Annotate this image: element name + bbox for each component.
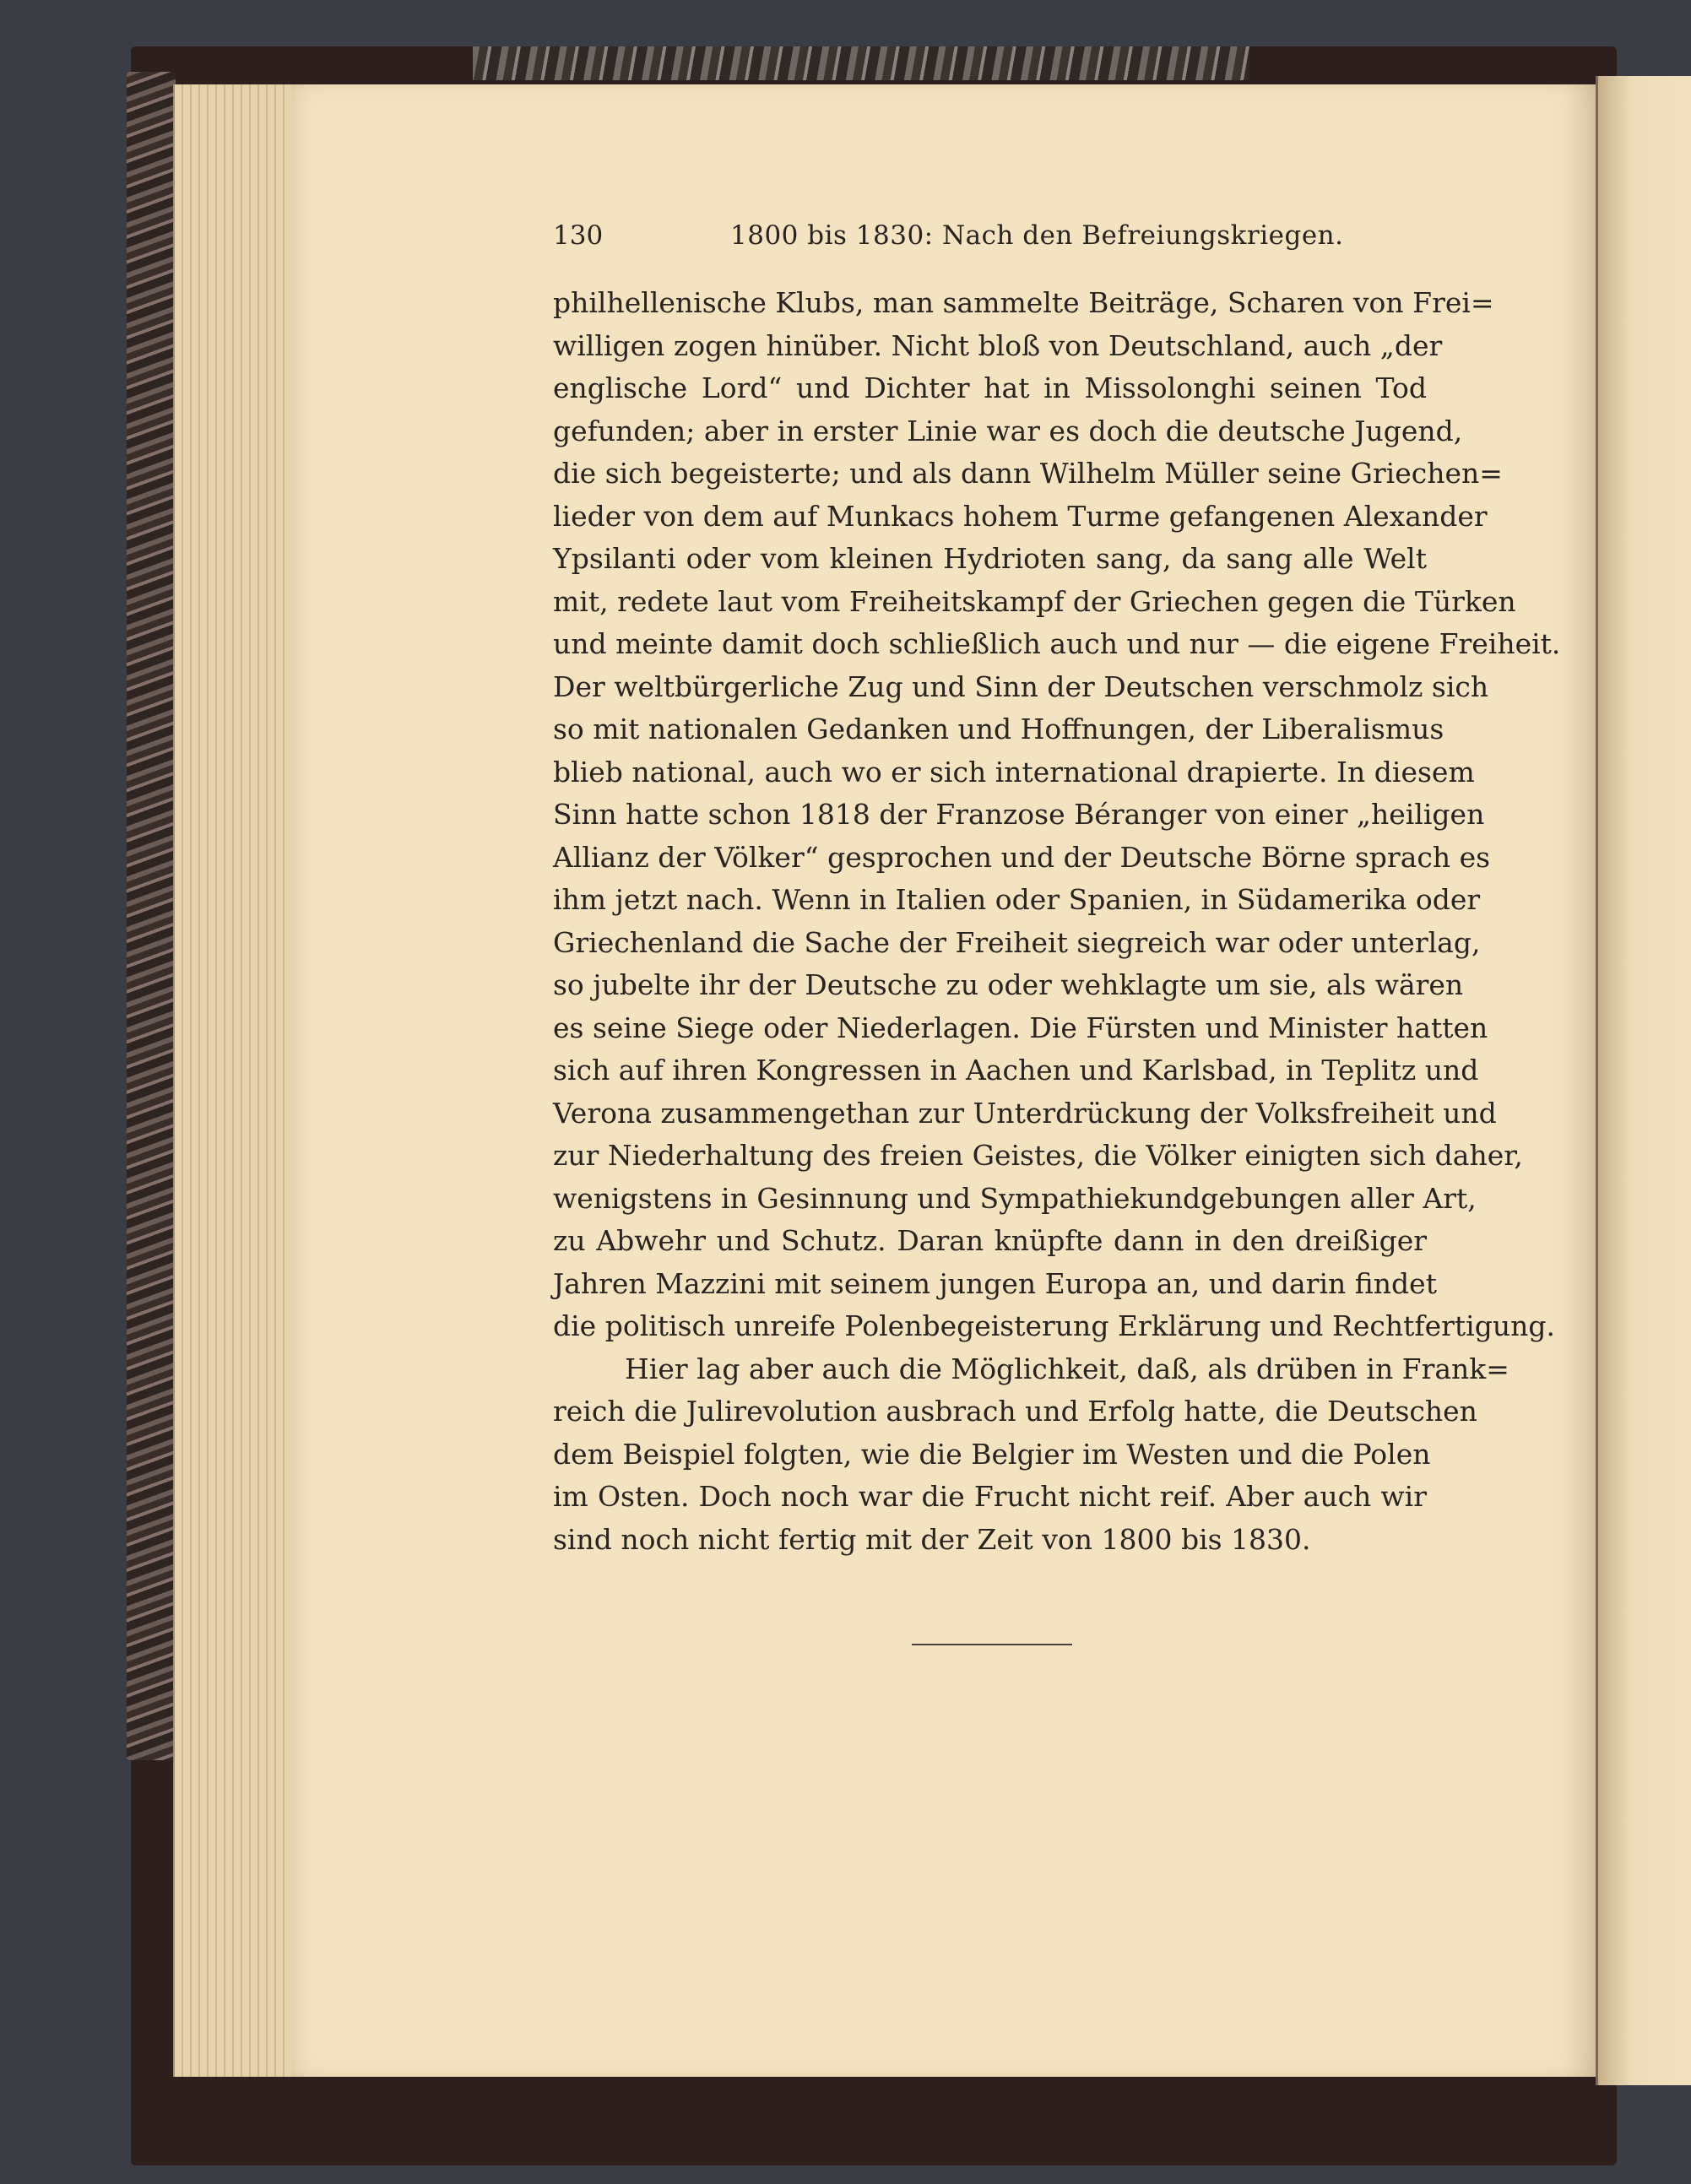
text-line: zu Abwehr und Schutz. Daran knüpfte dann in den dreißiger [553, 1224, 1427, 1257]
text-line: die sich begeisterte; und als dann Wilhelm Müller seine Griechen= [553, 457, 1503, 490]
text-line: Der weltbürgerliche Zug und Sinn der Deutschen verschmolz sich [553, 669, 1489, 703]
text-line: und meinte damit doch schließlich auch und nur — die eigene Freiheit. [553, 627, 1561, 660]
text-line: gefunden; aber in erster Linie war es doch die deutsche Jugend, [553, 414, 1463, 447]
text-line: so jubelte ihr der Deutsche zu oder wehklagte um sie, als wären [553, 968, 1464, 1001]
text-line: Allianz der Völker“ gesprochen und der Deutsche Börne sprach es [553, 840, 1491, 874]
text-line: die politisch unreife Polenbegeisterung Erklärung und Rechtfertigung. [553, 1309, 1555, 1342]
text-line: lieder von dem auf Munkacs hohem Turme gefangenen Alexander [553, 499, 1488, 533]
text-line: sich auf ihren Kongressen in Aachen und Karlsbad, in Teplitz und [553, 1054, 1479, 1087]
text-line: im Osten. Doch noch war die Frucht nicht reif. Aber auch wir [553, 1480, 1427, 1513]
running-head: 1800 bis 1830: Nach den Befreiungskriegen. [730, 220, 1344, 251]
text-line: zur Niederhaltung des freien Geistes, die Völker einigten sich daher, [553, 1139, 1523, 1172]
page-edges [173, 84, 293, 2077]
text-line: Jahren Mazzini mit seinem jungen Europa an, und darin findet [553, 1266, 1437, 1300]
paragraph-start-line: Hier lag aber auch die Möglichkeit, daß, als drüben in Frank= [625, 1352, 1509, 1385]
marbled-edge-top [473, 46, 1249, 80]
marbled-edge-left [127, 72, 176, 1760]
text-line: mit, redete laut vom Freiheitskampf der Griechen gegen die Türken [553, 584, 1516, 618]
text-line: wenigstens in Gesinnung und Sympathiekundgebungen aller Art, [553, 1181, 1477, 1215]
text-line: philhellenische Klubs, man sammelte Beiträge, Scharen von Frei= [553, 286, 1494, 319]
facing-page-edge [1596, 76, 1691, 2085]
text-line-last: sind noch nicht fertig mit der Zeit von 1800 bis 1830. [553, 1522, 1311, 1556]
text-line: es seine Siege oder Niederlagen. Die Fürsten und Minister hatten [553, 1011, 1488, 1044]
page-header [553, 214, 1427, 264]
text-line: Sinn hatte schon 1818 der Franzose Béranger von einer „heiligen [553, 798, 1485, 831]
text-line: willigen zogen hinüber. Nicht bloß von Deutschland, auch „der [553, 328, 1443, 362]
page-number: 130 [553, 220, 604, 251]
text-line: Ypsilanti oder vom kleinen Hydrioten sang, da sang alle Welt [553, 542, 1427, 575]
text-line: Verona zusammengethan zur Unterdrückung der Volksfreiheit und [553, 1096, 1497, 1130]
section-end-rule [912, 1644, 1072, 1645]
text-line: englische Lord“ und Dichter hat in Missolonghi seinen Tod [553, 371, 1427, 404]
text-line: dem Beispiel folgten, wie die Belgier im Westen und die Polen [553, 1437, 1431, 1471]
text-line: so mit nationalen Gedanken und Hoffnungen, der Liberalismus [553, 713, 1444, 745]
text-line: blieb national, auch wo er sich international drapierte. In diesem [553, 755, 1475, 789]
text-line: ihm jetzt nach. Wenn in Italien oder Spanien, in Südamerika oder [553, 883, 1481, 916]
text-line: Griechenland die Sache der Freiheit siegreich war oder unterlag, [553, 925, 1481, 959]
body-text [553, 282, 1561, 1561]
text-line: reich die Julirevolution ausbrach und Erfolg hatte, die Deutschen [553, 1395, 1477, 1428]
